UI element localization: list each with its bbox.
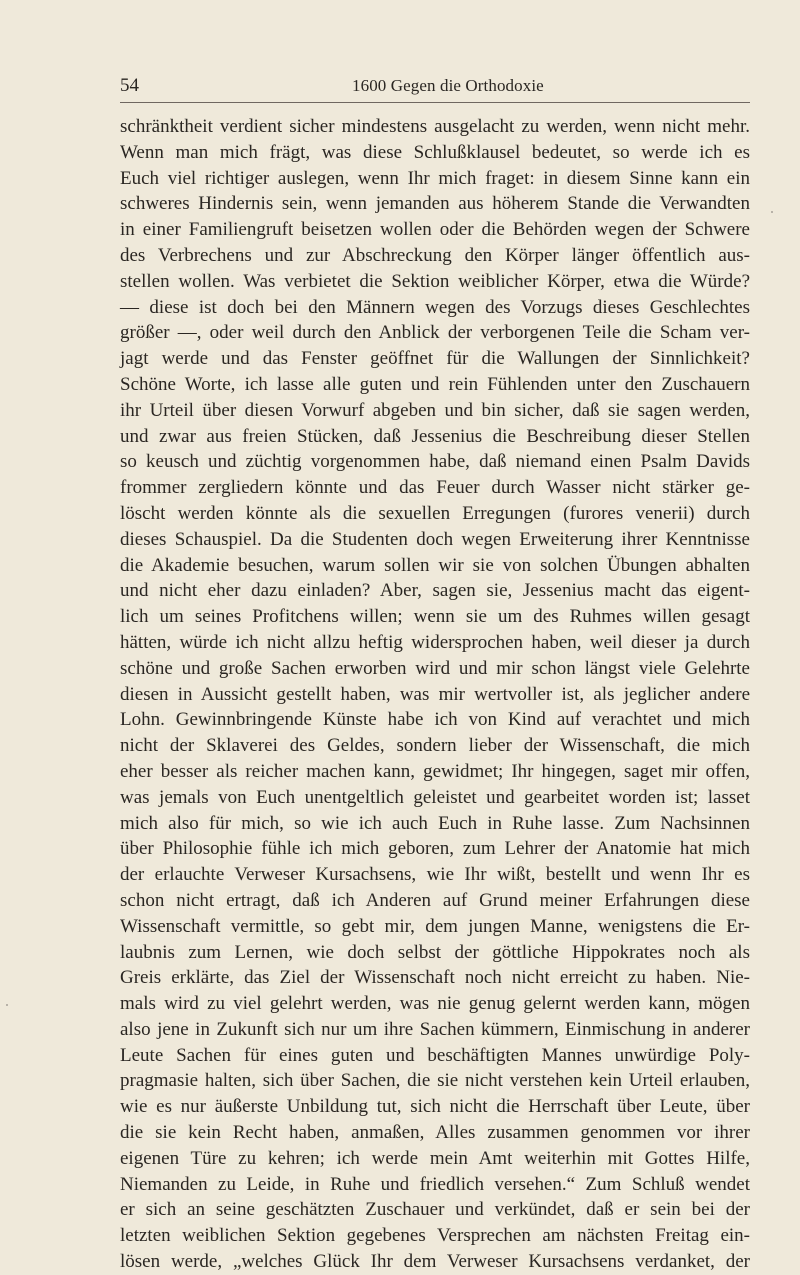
text-line: mals wird zu viel gelehrt werden, was nie genug gelernt werden kann, mögen: [120, 993, 750, 1015]
text-line: hätten, würde ich nicht allzu heftig widersprochen haben, weil dieser ja durch: [120, 631, 750, 653]
text-line: in einer Familiengruft beisetzen wollen oder die Behörden wegen der Schwere: [120, 219, 750, 241]
text-line: Wenn man mich frägt, was diese Schlußklausel bedeutet, so werde ich es: [120, 141, 750, 163]
text-line: Schöne Worte, ich lasse alle guten und rein Fühlenden unter den Zuschauern: [120, 373, 750, 395]
text-line: über Philosophie fühle ich mich geboren, zum Lehrer der Anatomie hat mich: [120, 838, 750, 860]
text-line: lösen werde, „welches Glück Ihr dem Verweser Kursachsens verdanket, der: [120, 1251, 750, 1273]
text-line: diesen in Aussicht gestellt haben, was mir wertvoller ist, als jeglicher andere: [120, 683, 750, 705]
text-line: der erlauchte Verweser Kursachsens, wie Ihr wißt, bestellt und wenn Ihr es: [120, 864, 750, 886]
running-head: 1600 Gegen die Orthodoxie: [352, 76, 544, 95]
text-line: Leute Sachen für eines guten und beschäftigten Mannes unwürdige Poly-: [120, 1044, 750, 1066]
text-line: also jene in Zukunft sich nur um ihre Sachen kümmern, Einmischung in anderer: [120, 1018, 750, 1040]
text-line: löscht werden könnte als die sexuellen Erregungen (furores venerii) durch: [120, 502, 750, 524]
text-line: schweres Hindernis sein, wenn jemanden aus höherem Stande die Verwandten: [120, 193, 750, 215]
text-line: so keusch und züchtig vorgenommen habe, daß niemand einen Psalm Davids: [120, 451, 750, 473]
text-line: schon nicht ertragt, daß ich Anderen auf Grund meiner Erfahrungen diese: [120, 889, 750, 911]
text-line: pragmasie halten, sich über Sachen, die sie nicht verstehen kein Urteil erlauben,: [120, 1070, 750, 1092]
text-line: die sie kein Recht haben, anmaßen, Alles zusammen genommen vor ihrer: [120, 1122, 750, 1144]
text-line: jagt werde und das Fenster geöffnet für die Wallungen der Sinnlichkeit?: [120, 348, 750, 370]
text-line: und zwar aus freien Stücken, daß Jessenius die Beschreibung dieser Stellen: [120, 425, 750, 447]
paper-speck: [771, 211, 773, 213]
text-line: letzten weiblichen Sektion gegebenes Versprechen am nächsten Freitag ein-: [120, 1225, 750, 1247]
text-line: laubnis zum Lernen, wie doch selbst der göttliche Hippokrates noch als: [120, 941, 750, 963]
text-line: — diese ist doch bei den Männern wegen des Vorzugs dieses Geschlechtes: [120, 296, 750, 318]
text-line: Euch viel richtiger auslegen, wenn Ihr mich fraget: in diesem Sinne kann ein: [120, 167, 750, 189]
text-line: er sich an seine geschätzten Zuschauer und verkündet, daß er sein bei der: [120, 1199, 750, 1221]
text-line: Greis erklärte, das Ziel der Wissenschaft noch nicht erreicht zu haben. Nie-: [120, 967, 750, 989]
text-line: frommer zergliedern könnte und das Feuer durch Wasser nicht stärker ge-: [120, 477, 750, 499]
text-line: schöne und große Sachen erworben wird und mir schon längst viele Gelehrte: [120, 657, 750, 679]
text-line: dieses Schauspiel. Da die Studenten doch wegen Erweiterung ihrer Kenntnisse: [120, 528, 750, 550]
text-line: wie es nur äußerste Unbildung tut, sich nicht die Herrschaft über Leute, über: [120, 1096, 750, 1118]
text-line: eher besser als reicher machen kann, gewidmet; Ihr hingegen, saget mir offen,: [120, 760, 750, 782]
text-line: Lohn. Gewinnbringende Künste habe ich von Kind auf verachtet und mich: [120, 709, 750, 731]
page-number: 54: [120, 75, 139, 96]
text-line: größer —, oder weil durch den Anblick der verborgenen Teile die Scham ver-: [120, 322, 750, 344]
text-line: schränktheit verdient sicher mindestens ausgelacht zu werden, wenn nicht mehr.: [120, 116, 750, 137]
text-line: ihr Urteil über diesen Vorwurf abgeben und bin sicher, daß sie sagen werden,: [120, 399, 750, 421]
page-header: [120, 74, 750, 103]
text-line: Niemanden zu Leide, in Ruhe und friedlich versehen.“ Zum Schluß wendet: [120, 1173, 750, 1195]
text-line: des Verbrechens und zur Abschreckung den Körper länger öffentlich aus-: [120, 244, 750, 266]
text-line: stellen wollen. Was verbietet die Sektion weiblicher Körper, etwa die Würde?: [120, 270, 750, 292]
text-line: was jemals von Euch unentgeltlich geleistet und gearbeitet worden ist; lasset: [120, 786, 750, 808]
paper-speck: [6, 1004, 8, 1006]
text-line: nicht der Sklaverei des Geldes, sondern lieber der Wissenschaft, die mich: [120, 735, 750, 757]
text-line: Wissenschaft vermittle, so gebt mir, dem jungen Manne, wenigstens die Er-: [120, 915, 750, 937]
text-line: und nicht eher dazu einladen? Aber, sagen sie, Jessenius macht das eigent-: [120, 580, 750, 602]
text-line: lich um seines Profitchens willen; wenn sie um des Ruhmes willen gesagt: [120, 606, 750, 628]
text-line: die Akademie besuchen, warum sollen wir sie von solchen Übungen abhalten: [120, 554, 750, 576]
body-text: [120, 114, 750, 1275]
text-line: mich also für mich, so wie ich auch Euch in Ruhe lasse. Zum Nachsinnen: [120, 812, 750, 834]
text-line: eigenen Türe zu kehren; ich werde mein Amt weiterhin mit Gottes Hilfe,: [120, 1147, 750, 1169]
